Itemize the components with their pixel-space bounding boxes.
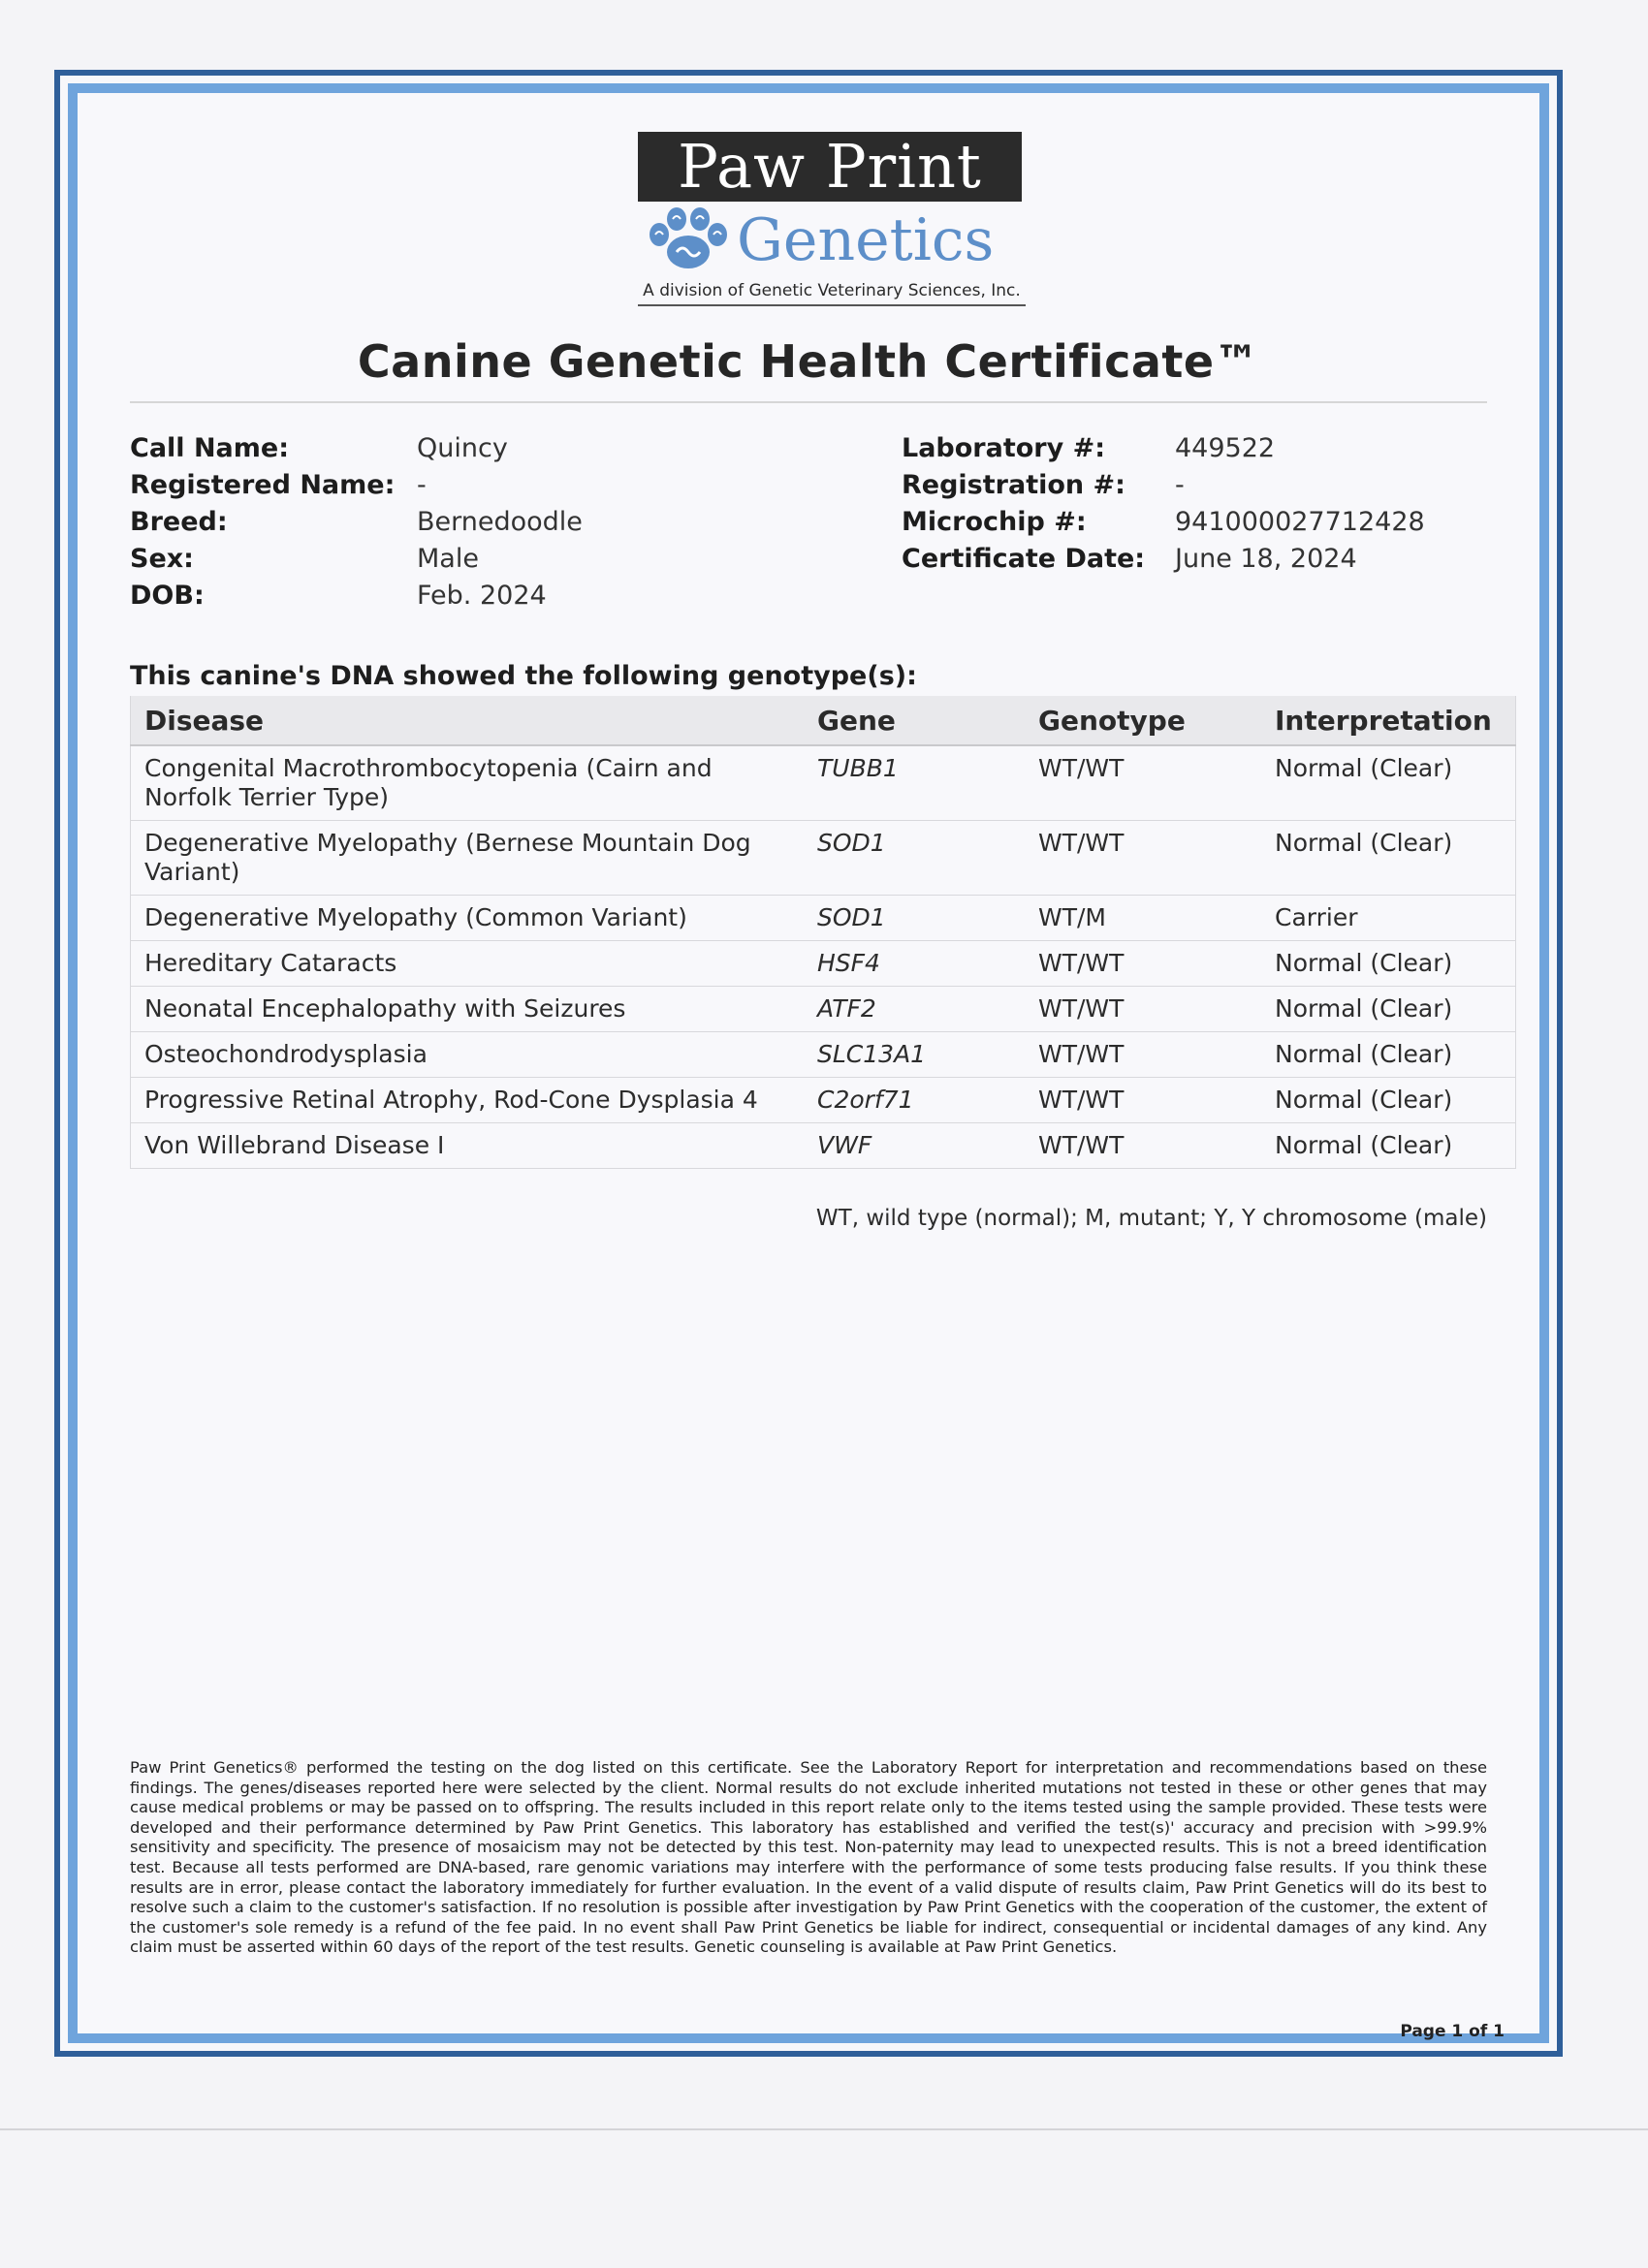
- gene-cell: VWF: [804, 1123, 1025, 1169]
- header-genotype: Genotype: [1025, 696, 1261, 745]
- info-label: Sex:: [130, 544, 194, 574]
- gene-cell: SOD1: [804, 821, 1025, 896]
- disease-cell: Von Willebrand Disease I: [131, 1123, 805, 1169]
- disease-cell: Congenital Macrothrombocytopenia (Cairn and Norfolk Terrier Type): [131, 745, 805, 821]
- info-row-registration-number: [902, 467, 1425, 504]
- genotype-cell: WT/WT: [1025, 987, 1261, 1032]
- page-number: Page 1 of 1: [1400, 2022, 1505, 2041]
- interpretation-cell: Normal (Clear): [1261, 821, 1516, 896]
- table-row: [131, 1032, 1516, 1078]
- scan-edge-line: [0, 2128, 1648, 2130]
- info-value: 449522: [1175, 433, 1276, 463]
- genotype-table: [130, 696, 1516, 1169]
- table-header-row: [131, 696, 1516, 745]
- info-value: June 18, 2024: [1175, 544, 1357, 574]
- disease-cell: Neonatal Encephalopathy with Seizures: [131, 987, 805, 1032]
- table-row: [131, 745, 1516, 821]
- header-disease: Disease: [131, 696, 805, 745]
- gene-cell: TUBB1: [804, 745, 1025, 821]
- disease-cell: Osteochondrodysplasia: [131, 1032, 805, 1078]
- info-row-call-name: [130, 430, 583, 467]
- gene-cell: ATF2: [804, 987, 1025, 1032]
- logo-bottom-text: Genetics: [737, 206, 995, 274]
- info-label: Breed:: [130, 507, 228, 537]
- info-value: -: [417, 470, 427, 500]
- page-title: Canine Genetic Health Certificate™: [357, 335, 1260, 388]
- header-gene: Gene: [804, 696, 1025, 745]
- info-value: Feb. 2024: [417, 581, 547, 611]
- genotype-cell: WT/M: [1025, 896, 1261, 941]
- info-row-laboratory-number: [902, 430, 1425, 467]
- dog-info-right: [902, 430, 1425, 578]
- interpretation-cell: Normal (Clear): [1261, 1078, 1516, 1123]
- info-value: 941000027712428: [1175, 507, 1425, 537]
- paw-print-genetics-logo: [638, 132, 1026, 306]
- info-row-certificate-date: [902, 541, 1425, 578]
- logo-subtitle: A division of Genetic Veterinary Sciences, Inc.: [638, 279, 1026, 306]
- paw-icon: [638, 205, 739, 275]
- logo-top-text: Paw Print: [638, 132, 1022, 202]
- table-row: [131, 987, 1516, 1032]
- info-row-microchip-number: [902, 504, 1425, 541]
- genotype-cell: WT/WT: [1025, 1078, 1261, 1123]
- interpretation-cell: Normal (Clear): [1261, 1032, 1516, 1078]
- info-label: Registered Name:: [130, 470, 396, 500]
- gene-cell: C2orf71: [804, 1078, 1025, 1123]
- table-row: [131, 1078, 1516, 1123]
- info-label: DOB:: [130, 581, 205, 611]
- info-row-sex: [130, 541, 583, 578]
- info-label: Laboratory #:: [902, 433, 1106, 463]
- interpretation-cell: Normal (Clear): [1261, 987, 1516, 1032]
- dog-info-left: [130, 430, 583, 614]
- table-row: [131, 1123, 1516, 1169]
- genotype-cell: WT/WT: [1025, 1123, 1261, 1169]
- gene-cell: SLC13A1: [804, 1032, 1025, 1078]
- info-value: Bernedoodle: [417, 507, 583, 537]
- table-row: [131, 821, 1516, 896]
- gene-cell: HSF4: [804, 941, 1025, 987]
- interpretation-cell: Normal (Clear): [1261, 745, 1516, 821]
- disease-cell: Degenerative Myelopathy (Common Variant): [131, 896, 805, 941]
- info-label: Call Name:: [130, 433, 290, 463]
- disease-cell: Hereditary Cataracts: [131, 941, 805, 987]
- info-label: Registration #:: [902, 470, 1125, 500]
- genotype-cell: WT/WT: [1025, 941, 1261, 987]
- certificate-page: [68, 83, 1549, 2043]
- disease-cell: Degenerative Myelopathy (Bernese Mountain Dog Variant): [131, 821, 805, 896]
- info-row-registered-name: [130, 467, 583, 504]
- table-row: [131, 896, 1516, 941]
- gene-cell: SOD1: [804, 896, 1025, 941]
- genotype-cell: WT/WT: [1025, 1032, 1261, 1078]
- table-row: [131, 941, 1516, 987]
- certificate-border: [54, 70, 1563, 2057]
- disclaimer-text: Paw Print Genetics® performed the testing on the dog listed on this certificate. See the Laboratory Report for interpretation and recommendations based on these findings. The genes/diseases reported here were selected by the client. Normal results do not exclude inherited mutations not tested in these or other genes that may cause medical problems or may be passed on to offspring. The results included in this report relate only to the items tested using the sample provided. These tests were developed and their performance determined by Paw Print Genetics. This laboratory has established and verified the test(s)' accuracy and precision with >99.9% sensitivity and specificity. The presence of mosaicism may not be detected by this test. Non-paternity may lead to unexpected results. This is not a breed identification test. Because all tests performed are DNA-based, rare genomic variations may interfere with the performance of some tests producing false results. If you think these results are in error, please contact the laboratory immediately for further evaluation. In the event of a valid dispute of results claim, Paw Print Genetics will do its best to resolve such a claim to the customer's satisfaction. If no resolution is possible after investigation by Paw Print Genetics with the cooperation of the customer, the extent of the customer's sole remedy is a refund of the fee paid. In no event shall Paw Print Genetics be liable for indirect, consequential or incidental damages of any kind. Any claim must be asserted within 60 days of the report of the test results. Genetic counseling is available at Paw Print Genetics.: [130, 1758, 1487, 1957]
- interpretation-cell: Normal (Clear): [1261, 941, 1516, 987]
- info-value: Male: [417, 544, 479, 574]
- info-label: Certificate Date:: [902, 544, 1146, 574]
- interpretation-cell: Carrier: [1261, 896, 1516, 941]
- info-value: Quincy: [417, 433, 508, 463]
- info-row-dob: [130, 578, 583, 614]
- genotype-cell: WT/WT: [1025, 745, 1261, 821]
- genotype-legend: WT, wild type (normal); M, mutant; Y, Y chromosome (male): [815, 1206, 1487, 1231]
- genotype-cell: WT/WT: [1025, 821, 1261, 896]
- info-value: -: [1175, 470, 1185, 500]
- interpretation-cell: Normal (Clear): [1261, 1123, 1516, 1169]
- title-divider: [130, 401, 1487, 403]
- disease-cell: Progressive Retinal Atrophy, Rod-Cone Dysplasia 4: [131, 1078, 805, 1123]
- info-row-breed: [130, 504, 583, 541]
- info-label: Microchip #:: [902, 507, 1087, 537]
- genotype-section-heading: This canine's DNA showed the following genotype(s):: [130, 661, 917, 691]
- header-interpretation: Interpretation: [1261, 696, 1516, 745]
